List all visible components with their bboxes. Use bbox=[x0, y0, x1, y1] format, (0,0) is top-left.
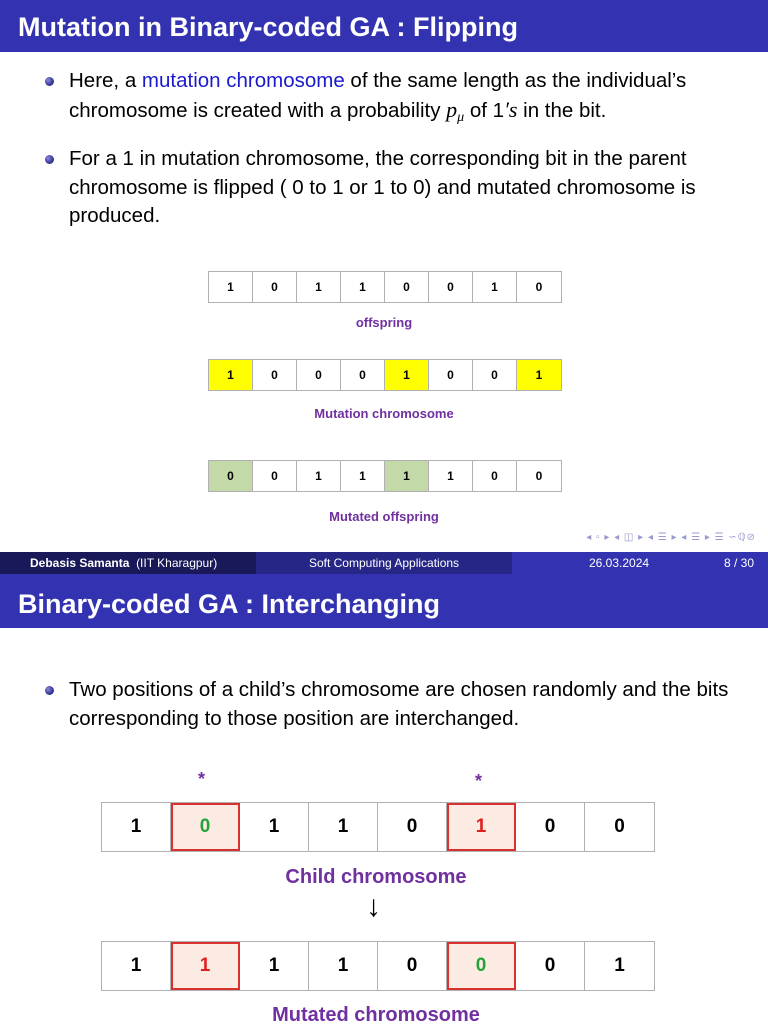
bit-cell: 1 bbox=[297, 272, 341, 302]
bit-cell: 1 bbox=[240, 942, 309, 990]
bit-cell: 0 bbox=[516, 942, 585, 990]
bit-cell: 0 bbox=[341, 360, 385, 390]
bit-cell: 0 bbox=[297, 360, 341, 390]
bullet-icon bbox=[45, 77, 54, 86]
bit-cell: 0 bbox=[253, 360, 297, 390]
bit-cell: 1 bbox=[341, 461, 385, 491]
bit-cell: 1 bbox=[240, 803, 309, 851]
bullet-text: of the same length as the individual’s chromosome is created with a probability bbox=[69, 69, 687, 122]
bit-cell: 1 bbox=[429, 461, 473, 491]
slide-title: Mutation in Binary-coded GA : Flipping bbox=[0, 0, 768, 52]
bit-cell: 1 bbox=[171, 942, 240, 990]
mutated-offspring-label: Mutated offspring bbox=[329, 509, 439, 524]
bit-cell: 1 bbox=[209, 360, 253, 390]
bit-cell: 0 bbox=[385, 272, 429, 302]
bit-cell: 1 bbox=[385, 360, 429, 390]
footer-course: Soft Computing Applications bbox=[256, 552, 512, 574]
bit-cell: 1 bbox=[473, 272, 517, 302]
bit-cell: 1 bbox=[341, 272, 385, 302]
mutated-chromosome-label: Mutated chromosome bbox=[272, 1004, 480, 1024]
bit-cell: 0 bbox=[429, 360, 473, 390]
bit-cell: 1 bbox=[309, 942, 378, 990]
bullet-item bbox=[0, 145, 768, 231]
bit-cell: 0 bbox=[253, 272, 297, 302]
bit-cell: 1 bbox=[297, 461, 341, 491]
down-arrow-icon: ↓ bbox=[366, 890, 381, 923]
bit-cell: 0 bbox=[378, 803, 447, 851]
bit-cell: 0 bbox=[209, 461, 253, 491]
probability-symbol: $p_\mu$ bbox=[446, 96, 465, 125]
mutation-chromosome-label: Mutation chromosome bbox=[314, 406, 454, 421]
bit-cell: 0 bbox=[473, 360, 517, 390]
bullet-item bbox=[0, 67, 768, 132]
bit-cell: 1 bbox=[102, 803, 171, 851]
offspring-chromosome bbox=[208, 271, 562, 303]
bit-cell: 0 bbox=[516, 803, 585, 851]
bit-cell: 0 bbox=[535, 280, 543, 294]
bullet-text: of 1 bbox=[464, 98, 505, 122]
footer-author: Debasis Samanta (IIT Kharagpur) bbox=[0, 552, 256, 574]
slide-footer bbox=[0, 552, 768, 574]
child-chromosome bbox=[101, 802, 655, 852]
selected-position-star: * bbox=[475, 771, 483, 791]
bit-cell: 0 bbox=[429, 272, 473, 302]
bullet-text: Two positions of a child’s chromosome are chosen randomly and the bits corresponding to those position are interchanged. bbox=[69, 678, 729, 730]
mutation-chromosome-term: mutation chromosome bbox=[141, 69, 345, 92]
slide-title: Binary-coded GA : Interchanging bbox=[0, 574, 768, 628]
footer-date-page: 26.03.2024 8 / 30 bbox=[512, 552, 768, 574]
mutated-offspring-chromosome bbox=[208, 460, 562, 492]
bit-cell: 1 bbox=[447, 803, 516, 851]
bullet-item bbox=[0, 676, 768, 733]
child-chromosome-label: Child chromosome bbox=[285, 866, 467, 888]
bullet-list bbox=[0, 67, 768, 231]
bullet-icon bbox=[45, 686, 54, 695]
bullet-icon bbox=[45, 155, 54, 164]
bullet-text: Here, a bbox=[69, 69, 142, 92]
slide-interchanging bbox=[0, 574, 768, 1024]
bullet-list bbox=[0, 676, 768, 733]
bit-cell: 1 bbox=[102, 942, 171, 990]
bit-cell: 0 bbox=[171, 803, 240, 851]
bit-cell: 1 bbox=[385, 461, 429, 491]
footer-page-number: 8 / 30 bbox=[723, 556, 754, 570]
mutation-chromosome bbox=[208, 359, 562, 391]
bullet-text: For a 1 in mutation chromosome, the corresponding bit in the parent chromosome is flipped ( 0 to 1 or 1 to 0) and mutated chromosome is produced. bbox=[69, 147, 696, 227]
bit-cell: 0 bbox=[447, 942, 516, 990]
bullet-math: ′s bbox=[504, 96, 518, 122]
bit-cell: 1 bbox=[309, 803, 378, 851]
bit-cell: 0 bbox=[535, 469, 543, 483]
bullet-text: in the bit. bbox=[517, 98, 607, 122]
offspring-label: offspring bbox=[355, 315, 413, 330]
bit-cell: 0 bbox=[378, 942, 447, 990]
beamer-navigation-icons[interactable]: ◂ ▫ ▸ ◂ ◫ ▸ ◂ ☰ ▸ ◂ ☰ ▸ ☰ ∽ℚ⊘ bbox=[586, 532, 756, 543]
bit-cell: 1 bbox=[517, 360, 561, 390]
mutated-chromosome bbox=[101, 941, 655, 991]
selected-position-star: * bbox=[198, 769, 206, 789]
bit-cell: 0 bbox=[614, 816, 625, 837]
bit-cell: 1 bbox=[614, 955, 625, 976]
bit-cell: 0 bbox=[253, 461, 297, 491]
bit-cell: 1 bbox=[209, 272, 253, 302]
bit-cell: 0 bbox=[473, 461, 517, 491]
